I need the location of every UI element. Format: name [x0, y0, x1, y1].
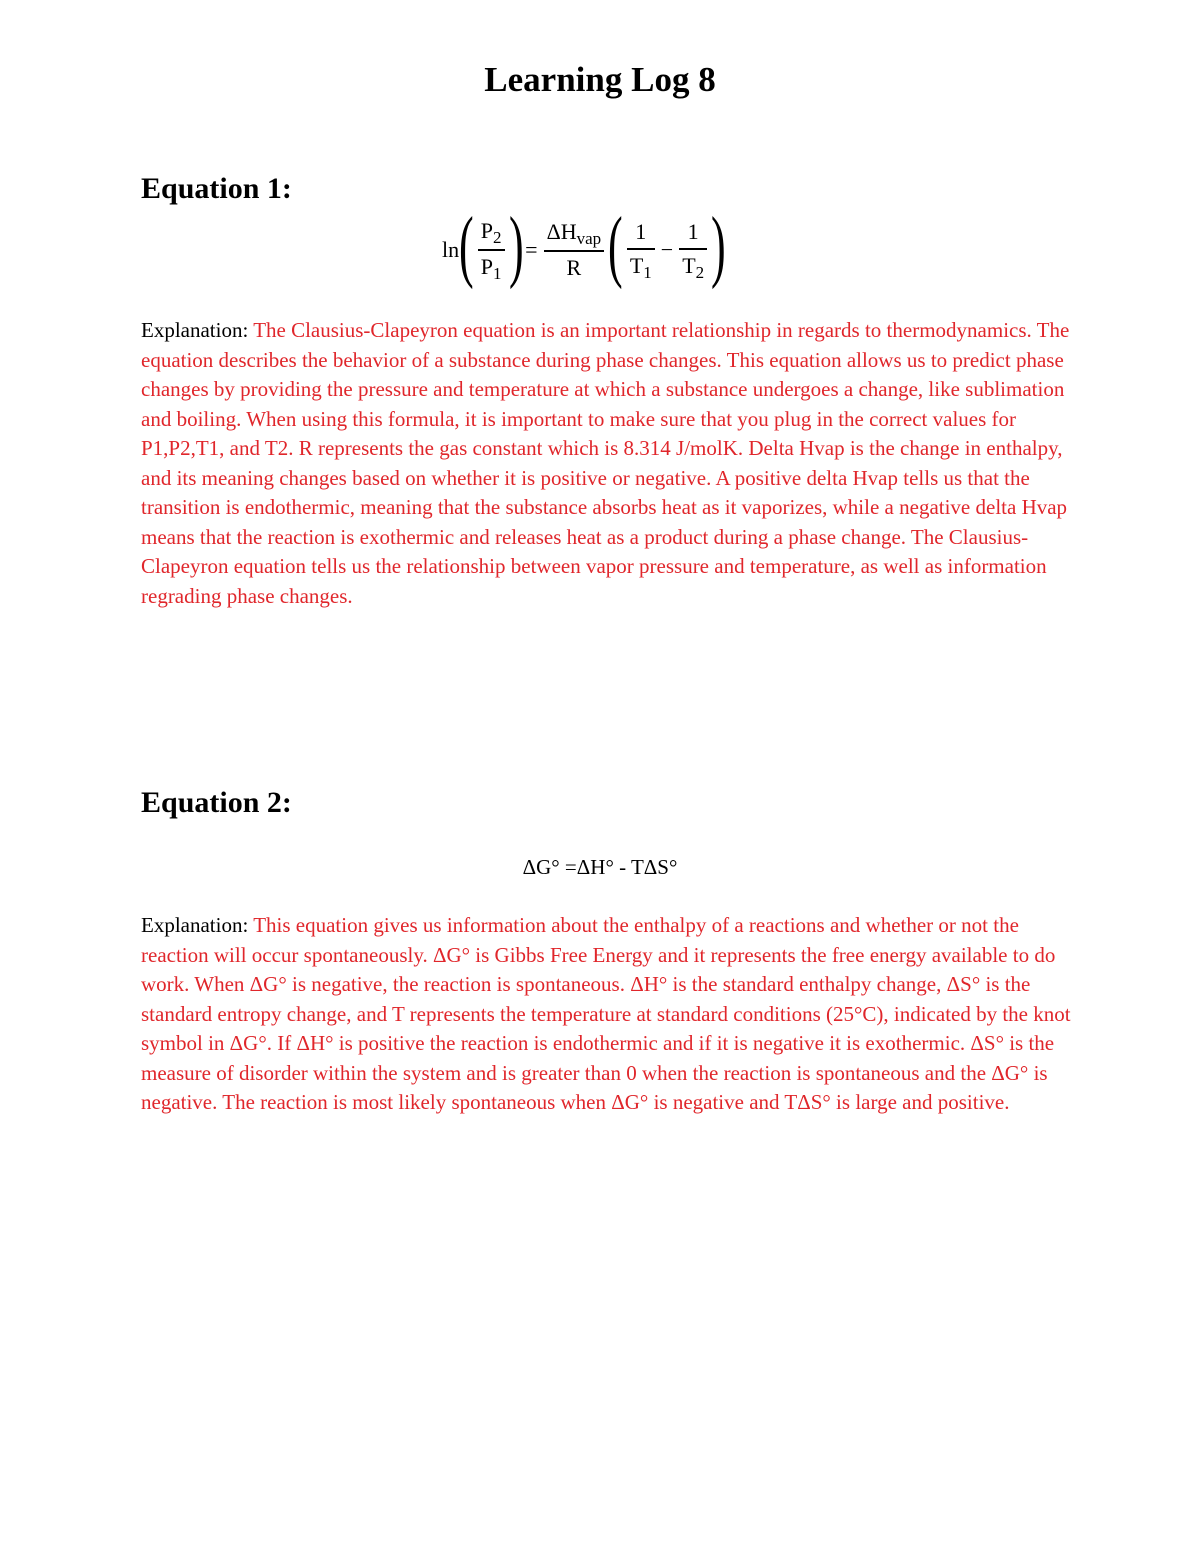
- t1-numerator: 1: [635, 219, 647, 244]
- equation-1-formula: [442, 202, 726, 290]
- t2-denominator: $T_2$: [682, 253, 705, 282]
- equation-2-heading: Equation 2:: [141, 786, 292, 819]
- equation-2-explanation: [141, 911, 1071, 1118]
- explanation-text: The Clausius-Clapeyron equation is an important relationship in regards to thermodynamics. The equation describes the behavior of a substance during phase changes. This equation allows us to predict phase changes by providing the pressure and temperature at which a substance undergoes a change, like sublimation and boiling. When using this formula, it is important to make sure that you plug in the correct values for P1,P2,T1, and T2. R represents the gas constant which is 8.314 J/molK. Delta Hvap is the change in enthalpy, and its meaning changes based on whether it is positive or negative. A positive delta Hvap tells us that the transition is endothermic, meaning that the substance absorbs heat as it vaporizes, while a negative delta Hvap means that the reaction is exothermic and releases heat as a product during a phase change. The Clausius-Clapeyron equation tells us the relationship between vapor pressure and temperature, as well as information regrading phase changes.: [141, 318, 1070, 608]
- p2-numerator: $P_2$: [480, 218, 502, 247]
- inverse-t1-fraction: [627, 218, 655, 282]
- fraction-bar: [544, 250, 605, 252]
- explanation-text: This equation gives us information about the enthalpy of a reactions and whether or not the reaction will occur spontaneously. ΔG° is Gibbs Free Energy and it represents the free energy available to do work. When ΔG° is negative, the reaction is spontaneous. ΔH° is the standard enthalpy change, ΔS° is the standard entropy change, and T represents the temperature at standard conditions (25°C), indicated by the knot symbol in ΔG°. If ΔH° is positive the reaction is endothermic and if it is negative it is exothermic. ΔS° is the measure of disorder within the system and is greater than 0 when the reaction is spontaneous and the ΔG° is negative. The reaction is most likely spontaneous when ΔG° is negative and TΔS° is large and positive.: [141, 913, 1071, 1114]
- explanation-label: Explanation:: [141, 318, 249, 342]
- explanation-label: Explanation:: [141, 913, 249, 937]
- right-paren-glyph: ): [711, 202, 726, 290]
- fraction-bar: [478, 249, 505, 251]
- pressure-ratio-fraction: [478, 217, 505, 283]
- ln-operator: ln: [442, 237, 460, 262]
- delta-h-vap-numerator: $\Delta H_{vap}$: [546, 219, 602, 248]
- p1-denominator: $P_1$: [480, 254, 502, 283]
- gas-constant-denominator: R: [566, 255, 582, 280]
- enthalpy-fraction: [544, 218, 605, 282]
- t2-numerator: 1: [687, 219, 699, 244]
- fraction-bar: [679, 248, 707, 250]
- equals-sign: =: [525, 237, 538, 262]
- right-paren-glyph: ): [508, 202, 524, 290]
- left-paren-glyph: (: [608, 202, 623, 290]
- equation-1-explanation: [141, 316, 1071, 611]
- inverse-t2-fraction: [679, 218, 707, 282]
- left-paren-glyph: (: [459, 202, 474, 290]
- page-title: Learning Log 8: [484, 60, 716, 99]
- fraction-bar: [627, 248, 655, 250]
- t1-denominator: $T_1$: [629, 253, 652, 282]
- equation-1-heading: Equation 1:: [141, 172, 292, 205]
- equation-2-formula: ΔG° =ΔH° - TΔS°: [522, 855, 678, 879]
- minus-sign: −: [660, 237, 674, 262]
